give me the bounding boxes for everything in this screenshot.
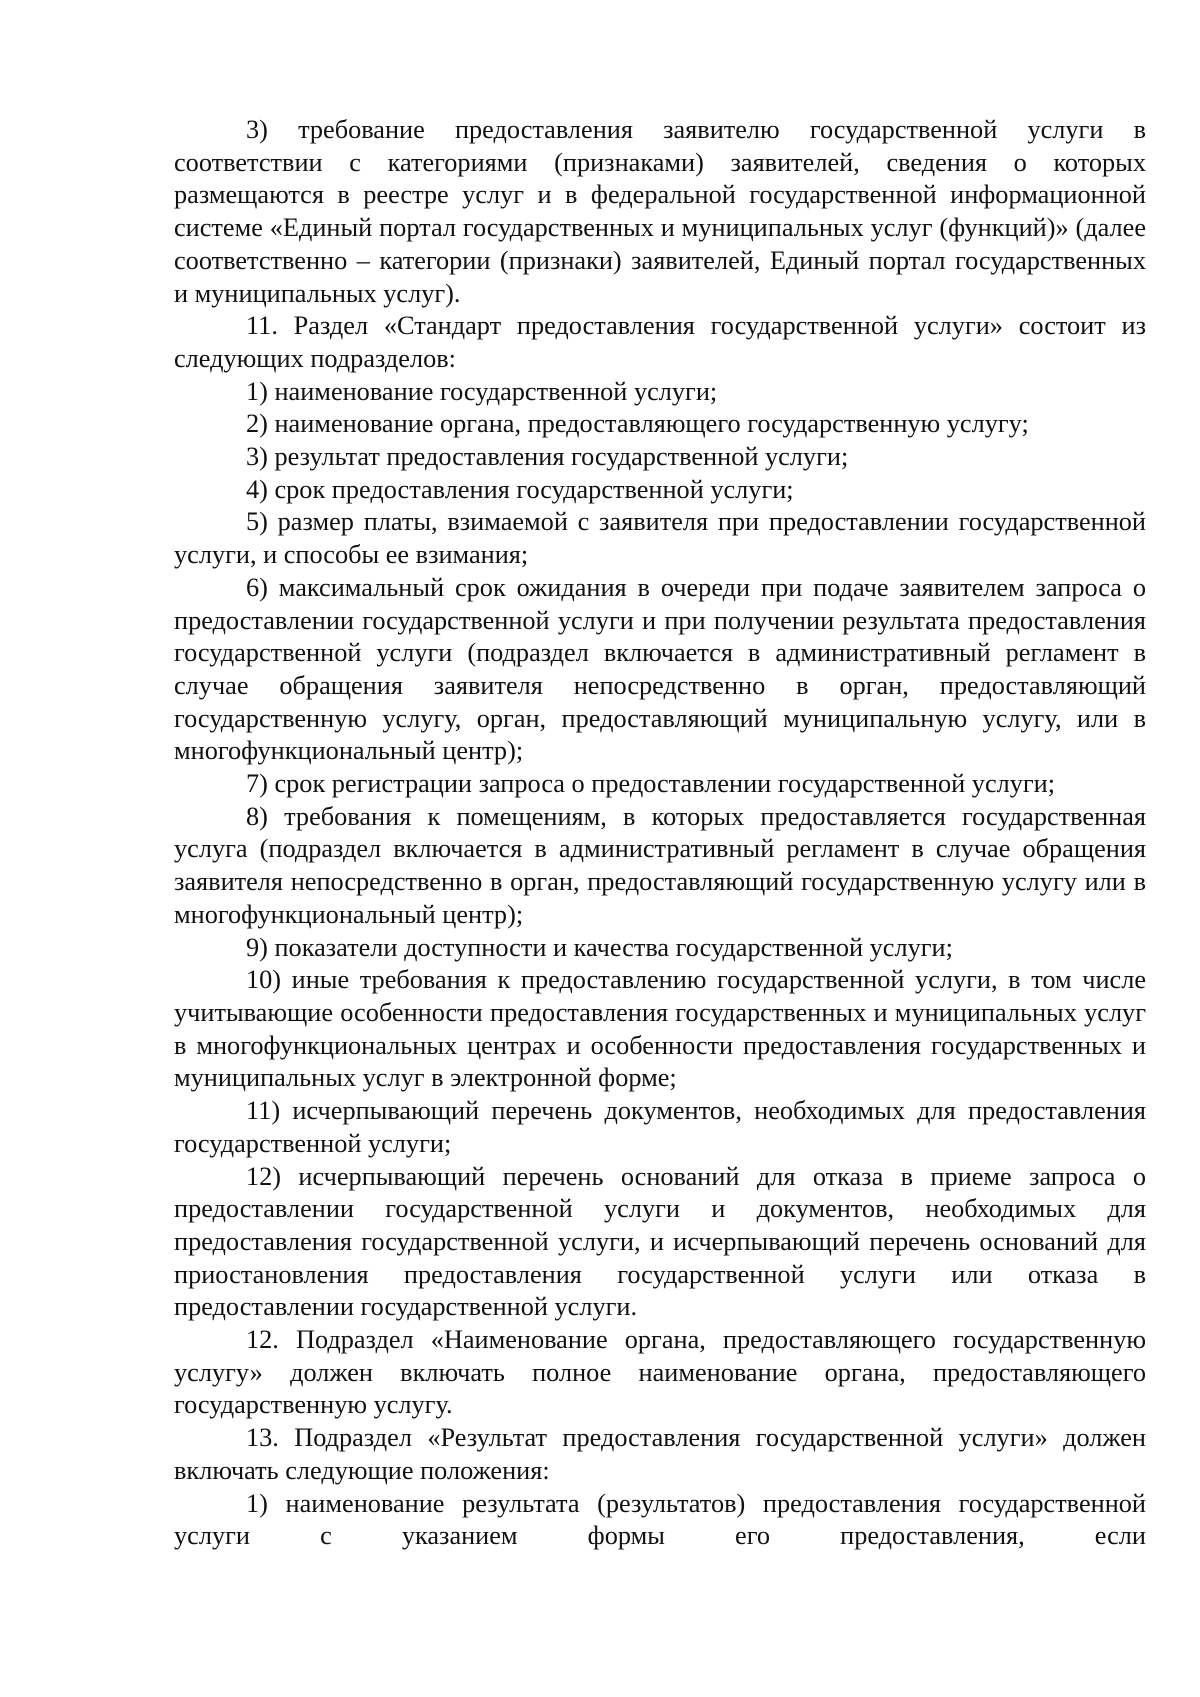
list-item-9: 9) показатели доступности и качества государственной услуги; bbox=[246, 932, 953, 962]
list-item-7: 7) срок регистрации запроса о предоставлении государственной услуги; bbox=[246, 769, 1056, 799]
list-item-3: 3) результат предоставления государственной услуги; bbox=[246, 442, 849, 472]
paragraph-section-11: 11. Раздел «Стандарт предоставления государственной услуги» состоит из следующих подразделов: bbox=[174, 311, 1146, 373]
list-item-11: 11) исчерпывающий перечень документов, необходимых для предоставления государственной услуги; bbox=[174, 1096, 1146, 1158]
list-item-8: 8) требования к помещениям, в которых предоставляется государственная услуга (подраздел включается в административный регламент в случае обращения заявителя непосредственно в орган, предоставляющий государственную услугу или в многофункциональный центр); bbox=[174, 801, 1146, 929]
list-item-10: 10) иные требования к предоставлению государственной услуги, в том числе учитывающие особенности предоставления государственных и муниципальных услуг в многофункциональных центрах и особенности предоставления государственных и муниципальных услуг в электронной форме; bbox=[174, 965, 1146, 1093]
list-item-2: 2) наименование органа, предоставляющего государственную услугу; bbox=[246, 409, 1029, 439]
paragraph-item-3-registry: 3) требование предоставления заявителю государственной услуги в соответствии с категориями (признаками) заявителей, сведения о которых размещаются в реестре услуг и в федеральной государственной информационной системе «Единый портал государственных и муниципальных услуг (функций)» (далее соответственно – категории (признаки) заявителей, Единый портал государственных и муниципальных услуг). bbox=[174, 115, 1146, 308]
list-item-6: 6) максимальный срок ожидания в очереди при подаче заявителем запроса о предоставлении государственной услуги и при получении результата предоставления государственной услуги (подраздел включается в административный регламент в случае обращения заявителя непосредственно в орган, предоставляющий государственную услугу, орган, предоставляющий муниципальную услугу, или в многофункциональный центр); bbox=[174, 572, 1146, 766]
list-item-5: 5) размер платы, взимаемой с заявителя при предоставлении государственной услуги, и способы ее взимания; bbox=[174, 507, 1146, 570]
list-item-4: 4) срок предоставления государственной услуги; bbox=[246, 474, 794, 504]
paragraph-section-12: 12. Подраздел «Наименование органа, предоставляющего государственную услугу» должен включать полное наименование органа, предоставляющего государственную услугу. bbox=[174, 1325, 1146, 1420]
paragraph-section-13-item-1: 1) наименование результата (результатов) предоставления государственной услуги с указанием формы его предоставления, если bbox=[174, 1488, 1146, 1551]
list-item-1: 1) наименование государственной услуги; bbox=[246, 376, 718, 406]
list-item-12: 12) исчерпывающий перечень оснований для отказа в приеме запроса о предоставлении государственной услуги и документов, необходимых для предоставления государственной услуги, и исчерпывающий перечень оснований для приостановления предоставления государственной услуги или отказа в предоставлении государственной услуги. bbox=[174, 1161, 1146, 1322]
document-page bbox=[174, 114, 1146, 1553]
paragraph-section-13: 13. Подраздел «Результат предоставления государственной услуги» должен включать следующие положения: bbox=[174, 1423, 1146, 1485]
